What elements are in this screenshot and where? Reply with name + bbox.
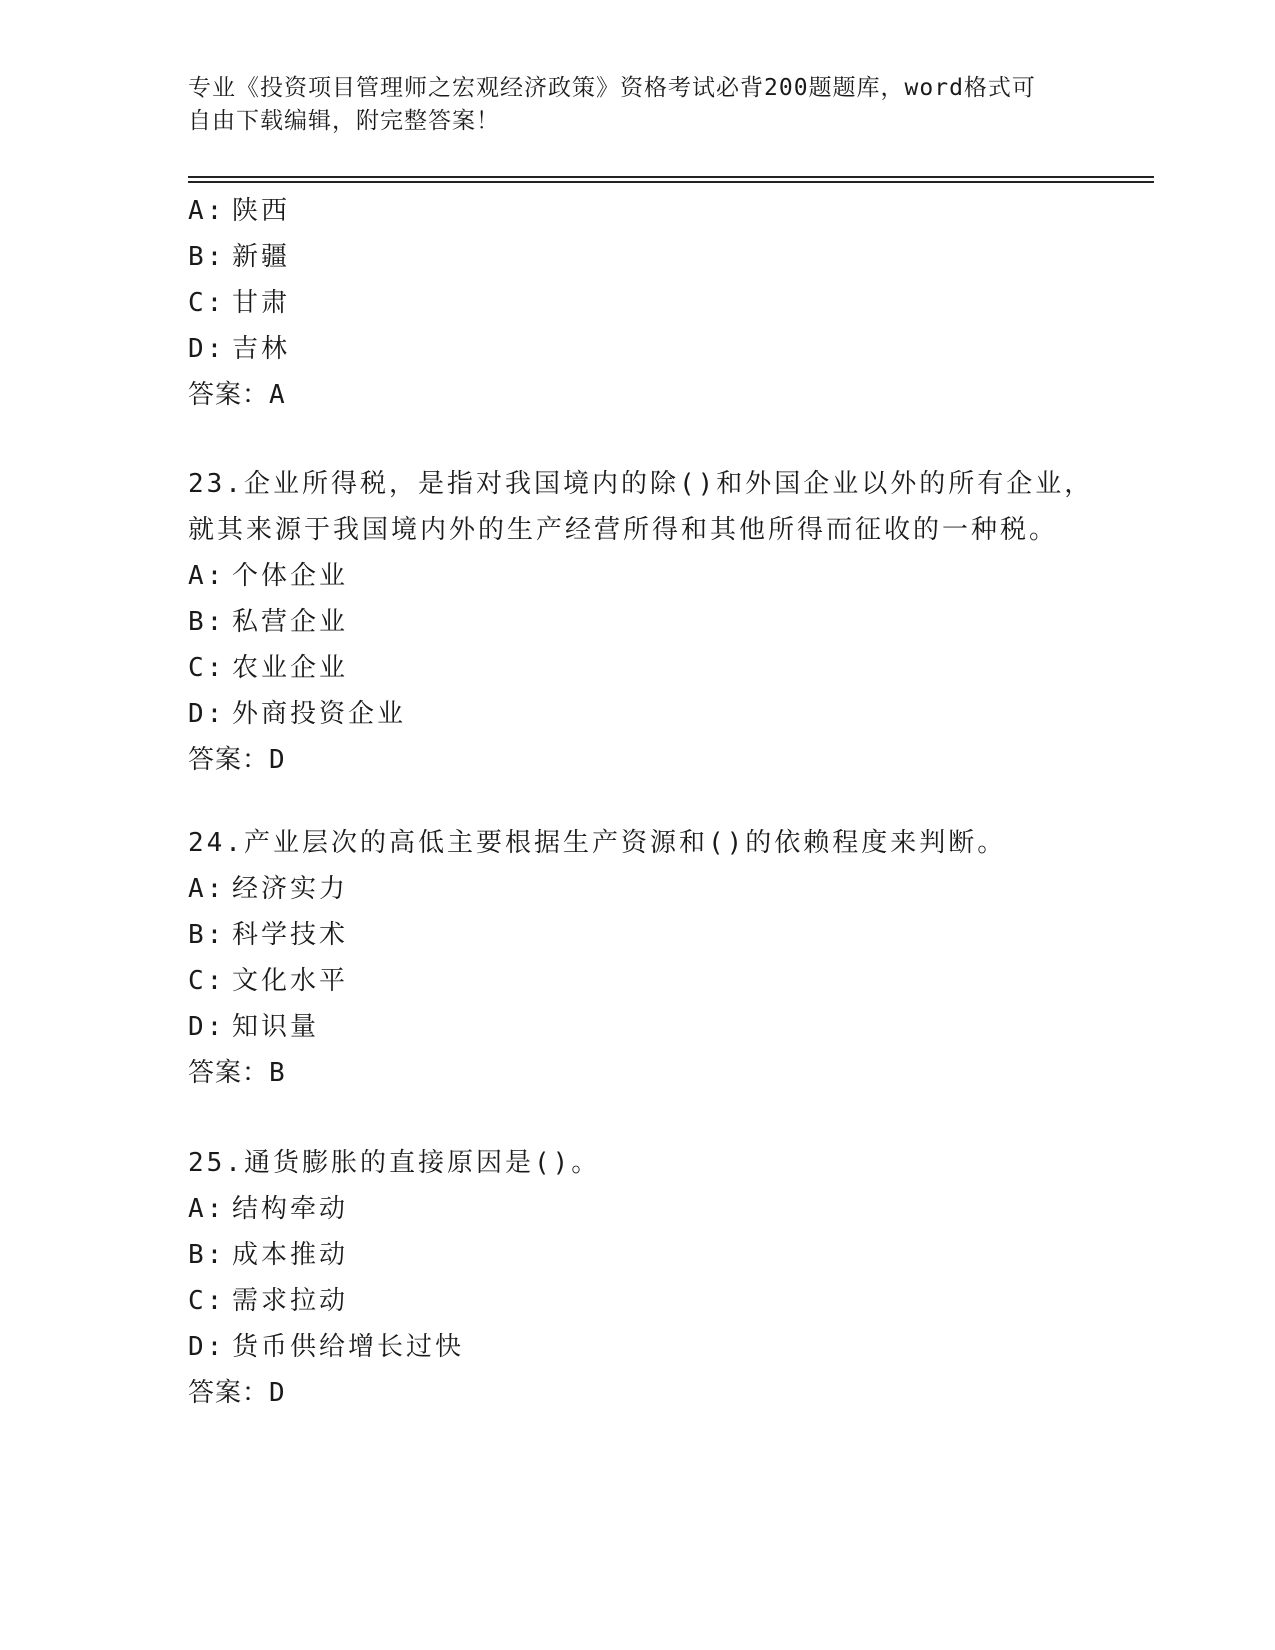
option-a: A: 经济实力 [188, 874, 349, 904]
header-line-2: 自由下载编辑，附完整答案！ [188, 108, 500, 134]
option-a: A: 个体企业 [188, 561, 349, 591]
option-c: C: 文化水平 [188, 966, 349, 996]
question-text: 25.通货膨胀的直接原因是()。 [188, 1148, 601, 1178]
question-23 [188, 461, 1094, 783]
question-text: 24.产业层次的高低主要根据生产资源和()的依赖程度来判断。 [188, 828, 1007, 858]
question-text: 23.企业所得税，是指对我国境内的除()和外国企业以外的所有企业， [188, 469, 1094, 499]
question-22 [188, 188, 1088, 418]
answer-line: 答案：D [188, 1378, 286, 1408]
header-divider-bottom [188, 181, 1154, 183]
option-d: D: 货币供给增长过快 [188, 1332, 465, 1362]
option-c: C: 需求拉动 [188, 1286, 349, 1316]
question-text-cont: 就其来源于我国境内外的生产经营所得和其他所得而征收的一种税。 [188, 515, 1059, 545]
option-c: C: 农业企业 [188, 653, 349, 683]
answer-value: B [269, 1058, 286, 1088]
option-b: B: 成本推动 [188, 1240, 349, 1270]
option-d: D: 吉林 [188, 334, 291, 364]
option-b: B: 私营企业 [188, 607, 349, 637]
header-line-1: 专业《投资项目管理师之宏观经济政策》资格考试必背200题题库，word格式可 [188, 75, 1036, 101]
option-c: C: 甘肃 [188, 288, 291, 318]
answer-line: 答案：A [188, 380, 286, 410]
option-b: B: 科学技术 [188, 920, 349, 950]
option-a: A: 陕西 [188, 196, 291, 226]
answer-value: A [269, 380, 286, 410]
question-24 [188, 820, 1088, 1096]
option-d: D: 外商投资企业 [188, 699, 407, 729]
document-header [188, 72, 1088, 138]
option-d: D: 知识量 [188, 1012, 320, 1042]
option-a: A: 结构牵动 [188, 1194, 349, 1224]
answer-value: D [269, 1378, 286, 1408]
header-divider-top [188, 176, 1154, 178]
answer-line: 答案：B [188, 1058, 286, 1088]
option-b: B: 新疆 [188, 242, 291, 272]
answer-line: 答案：D [188, 745, 286, 775]
question-25 [188, 1140, 1088, 1416]
answer-value: D [269, 745, 286, 775]
